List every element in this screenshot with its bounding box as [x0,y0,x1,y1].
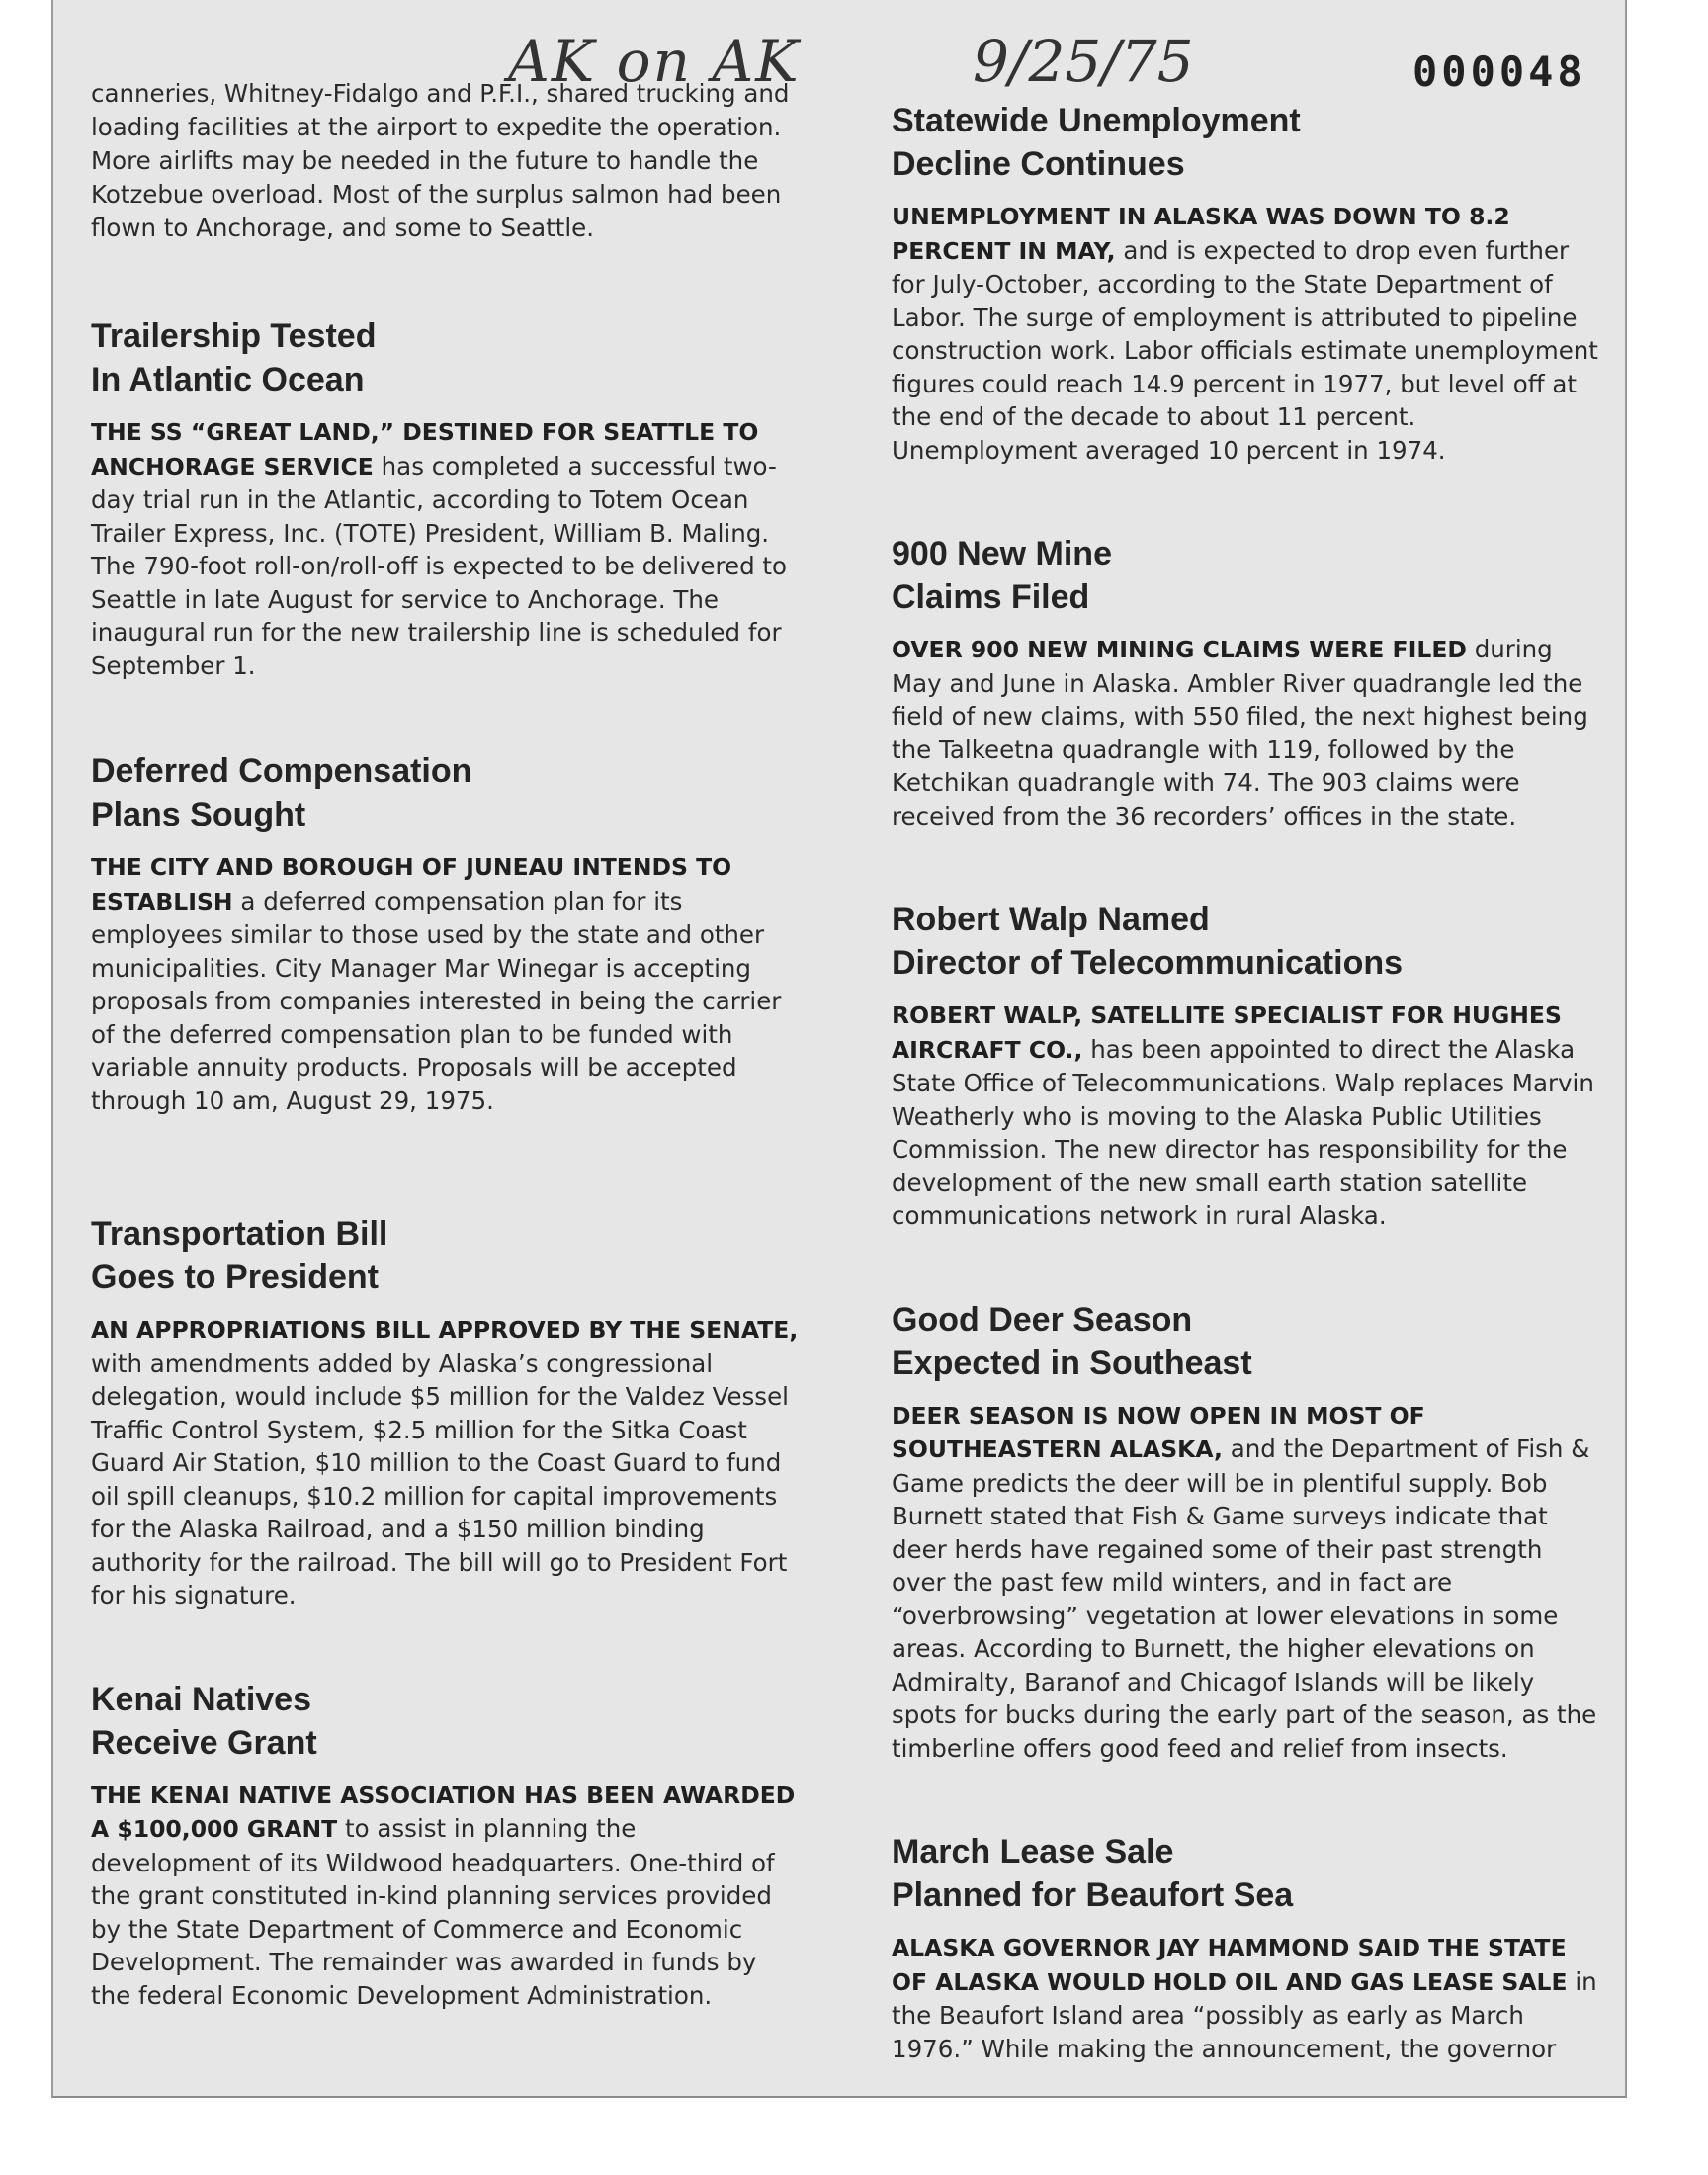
headline-line-2: Claims Filed [892,578,1090,616]
headline-line-2: Planned for Beaufort Sea [892,1876,1294,1914]
article-body [892,1399,1603,1766]
article-headline [91,314,803,401]
article-headline [892,898,1603,985]
article-body [91,415,803,682]
article-transportation-bill [91,1212,803,1612]
article-text: has completed a successful two-day trial run in the Atlantic, according to Totem Ocean Trailer Express, Inc. (TOTE) President, William B. Maling. The 790-foot roll-on/roll-off is expected to be delivered to Seattle in late August for service to Anchorage. The inaugural run for the new trailership line is scheduled for September 1. [91,451,788,680]
article-body [892,999,1603,1233]
headline-line-2: Goes to President [91,1259,379,1296]
handwritten-date: 9/25/75 [973,28,1194,95]
article-trailership [91,314,803,682]
headline-line-2: Director of Telecommunications [892,944,1404,982]
article-lead: THE CITY AND BOROUGH OF JUNEAU INTENDS TO ESTABLISH [91,853,732,915]
article-text: with amendments added by Alaska’s congressional delegation, would include $5 million for the Valdez Vessel Traffic Control System, $2.5 million for the Sitka Coast Guard Air Station, $10 million to the Coast Guard to fund oil spill cleanups, $10.2 million for capital improvements for the Alaska Railroad, and a $150 million binding authority for the railroad. The bill will go to President Fort for his signature. [91,1348,789,1610]
article-body [91,850,803,1117]
headline-line-1: March Lease Sale [892,1833,1174,1870]
headline-line-2: Expected in Southeast [892,1344,1252,1382]
article-lead: THE KENAI NATIVE ASSOCIATION HAS BEEN AWARDED A $100,000 GRANT [91,1781,796,1843]
article-headline [91,749,803,836]
article-text: has been appointed to direct the Alaska State Office of Telecommunications. Walp replaces Marvin Weatherly who is moving to the Alaska Public Utilities Commission. The new director has responsibility for the development of the new small earth station satellite communications network in rural Alaska. [892,1034,1594,1230]
headline-line-2: Decline Continues [892,145,1185,183]
article-headline [892,1298,1603,1385]
article-lead: ALASKA GOVERNOR JAY HAMMOND SAID THE STATE OF ALASKA WOULD HOLD OIL AND GAS LEASE SALE [892,1934,1568,1996]
article-text: and the Department of Fish & Game predicts the deer will be in plentiful supply. Bob Burnett stated that Fish & Game surveys indicate that deer herds have regained some of their past strength over the past few mild winters, and in fact are “overbrowsing” vegetation at lower elevations in some areas. According to Burnett, the higher elevations on Admiralty, Baranof and Chicagof Islands will be likely spots for bucks during the early part of the season, as the timberline offers good feed and relief from insects. [892,1435,1597,1763]
article-body [892,200,1603,467]
article-body [91,1313,803,1612]
article-lead: DEER SEASON IS NOW OPEN IN MOST OF SOUTHEASTERN ALASKA, [892,1401,1425,1463]
headline-line-1: Robert Walp Named [892,901,1210,938]
headline-line-2: In Atlantic Ocean [91,361,365,398]
article-mine-claims [892,532,1603,832]
document-number: 000048 [1412,47,1586,96]
handwritten-note: AK on AK [508,28,801,95]
newsletter-page [51,0,1627,2098]
article-headline [892,1830,1603,1917]
left-column [91,59,803,2012]
headline-line-1: Statewide Unemployment [892,102,1301,139]
article-unemployment [892,99,1603,467]
article-headline [892,99,1603,186]
article-robert-walp [892,898,1603,1233]
article-lead: ROBERT WALP, SATELLITE SPECIALIST FOR HUGHES AIRCRAFT CO., [892,1001,1562,1064]
article-text: in the Beaufort Island area “possibly as early as March 1976.” While making the announcement, the governor [892,1966,1597,2063]
article-text: and is expected to drop even further for July-October, according to the State Department of Labor. The surge of employment is attributed to pipeline construction work. Labor officials estimate unemployment figures could reach 14.9 percent in 1977, but level off at the end of the decade to about 11 percent. Unemployment averaged 10 percent in 1974. [892,235,1598,465]
headline-line-1: Deferred Compensation [91,752,472,790]
article-lead: OVER 900 NEW MINING CLAIMS WERE FILED [892,636,1467,663]
article-text: during May and June in Alaska. Ambler River quadrangle led the field of new claims, with 550 filed, the next highest being the Talkeetna quadrangle with 119, followed by the Ketchikan quadrangle with 74. The 903 claims were received from the 36 recorders’ offices in the state. [892,635,1588,830]
article-headline [892,532,1603,619]
article-text: a deferred compensation plan for its employees similar to those used by the state and other municipalities. City Manager Mar Winegar is accepting proposals from companies interested in being the carrier of the deferred compensation plan to be funded with variable annuity products. Proposals will be accepted through 10 am, August 29, 1975. [91,886,782,1115]
headline-line-1: Kenai Natives [91,1680,311,1718]
headline-line-2: Plans Sought [91,796,306,833]
article-headline [91,1678,803,1765]
article-text: to assist in planning the development of its Wildwood headquarters. One-third of the grant constituted in-kind planning services provided by the State Department of Commerce and Economic Development. The remainder was awarded in funds by the federal Economic Development Administration. [91,1814,775,2010]
right-column [892,59,1603,2065]
article-body [91,1779,803,2013]
article-lead: UNEMPLOYMENT IN ALASKA WAS DOWN TO 8.2 PERCENT IN MAY, [892,203,1510,265]
article-kenai-natives [91,1678,803,2013]
headline-line-1: Trailership Tested [91,317,377,355]
article-lead: THE SS “GREAT LAND,” DESTINED FOR SEATTLE TO ANCHORAGE SERVICE [91,418,759,480]
article-lead: AN APPROPRIATIONS BILL APPROVED BY THE SENATE, [91,1316,799,1344]
article-lease-sale [892,1830,1603,2065]
continued-text: canneries, Whitney-Fidalgo and P.F.I., shared trucking and loading facilities at the airport to expedite the operation. More airlifts may be needed in the future to handle the Kotzebue overload. Most of the surplus salmon had been flown to Anchorage, and some to Seattle. [91,79,790,242]
headline-line-1: Good Deer Season [892,1300,1193,1339]
article-body [892,633,1603,832]
headline-line-2: Receive Grant [91,1723,317,1762]
article-deer-season [892,1298,1603,1766]
headline-line-1: Transportation Bill [91,1215,388,1253]
article-headline [91,1212,803,1299]
headline-line-1: 900 New Mine [892,535,1112,572]
article-body [892,1931,1603,2065]
article-deferred-compensation [91,749,803,1117]
